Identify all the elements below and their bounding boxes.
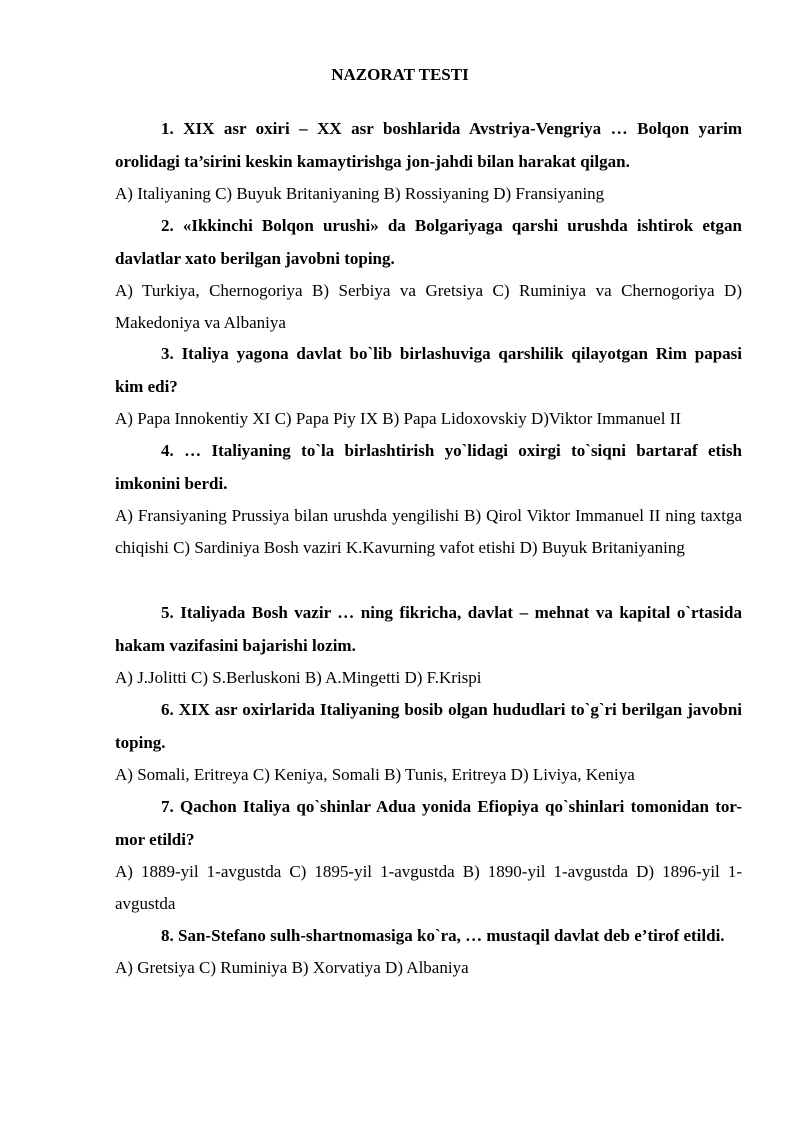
question-text: 1. XIX asr oxiri – XX asr boshlarida Avstriya-Vengriya … Bolqon yarim orolidagi ta’sirini keskin kamaytirishga jon-jahdi bilan harakat qilgan. xyxy=(115,119,742,171)
question-4 xyxy=(115,434,742,564)
question-8 xyxy=(115,919,742,984)
question-text: 6. XIX asr oxirlarida Italiyaning bosib olgan hududlari to`g`ri berilgan javobni toping. xyxy=(115,700,742,752)
answer-options: A) Somali, Eritreya C) Keniya, Somali B) Tunis, Eritreya D) Liviya, Keniya xyxy=(115,765,635,784)
page-title: NAZORAT TESTI xyxy=(331,65,469,84)
question-text: 4. … Italiyaning to`la birlashtirish yo`lidagi oxirgi to`siqni bartaraf etish imkonini berdi. xyxy=(115,441,742,493)
answer-options: A) J.Jolitti C) S.Berluskoni B) A.Mingetti D) F.Krispi xyxy=(115,668,482,687)
question-text: 5. Italiyada Bosh vazir … ning fikricha, davlat – mehnat va kapital o`rtasida hakam vazifasini bajarishi lozim. xyxy=(115,603,742,655)
question-1 xyxy=(115,112,742,210)
answer-options: A) 1889-yil 1-avgustda C) 1895-yil 1-avgustda B) 1890-yil 1-avgustda D) 1896-yil 1-avgustda xyxy=(115,862,742,913)
question-text: 3. Italiya yagona davlat bo`lib birlashuviga qarshilik qilayotgan Rim papasi kim edi? xyxy=(115,344,742,396)
question-text: 7. Qachon Italiya qo`shinlar Adua yonida Efiopiya qo`shinlari tomonidan tor-mor etildi? xyxy=(115,797,742,849)
answer-options: A) Gretsiya C) Ruminiya B) Xorvatiya D) Albaniya xyxy=(115,958,469,977)
question-6 xyxy=(115,693,742,791)
answer-options: A) Fransiyaning Prussiya bilan urushda yengilishi B) Qirol Viktor Immanuel II ning taxtga chiqishi C) Sardiniya Bosh vaziri K.Kavurning vafot etishi D) Buyuk Britaniyaning xyxy=(115,506,742,557)
question-text: 2. «Ikkinchi Bolqon urushi» da Bolgariyaga qarshi urushda ishtirok etgan davlatlar xato berilgan javobni toping. xyxy=(115,216,742,268)
question-3 xyxy=(115,337,742,435)
question-7 xyxy=(115,790,742,920)
answer-options: A) Papa Innokentiy XI C) Papa Piy IX B) Papa Lidoxovskiy D)Viktor Immanuel II xyxy=(115,409,682,428)
question-text: 8. San-Stefano sulh-shartnomasiga ko`ra, … mustaqil davlat deb e’tirof etildi. xyxy=(161,926,725,945)
answer-options: A) Turkiya, Chernogoriya B) Serbiya va Gretsiya C) Ruminiya va Chernogoriya D) Makedoniya va Albaniya xyxy=(115,281,742,332)
question-5 xyxy=(115,596,742,694)
question-2 xyxy=(115,209,742,339)
answer-options: A) Italiyaning C) Buyuk Britaniyaning B) Rossiyaning D) Fransiyaning xyxy=(115,184,605,203)
